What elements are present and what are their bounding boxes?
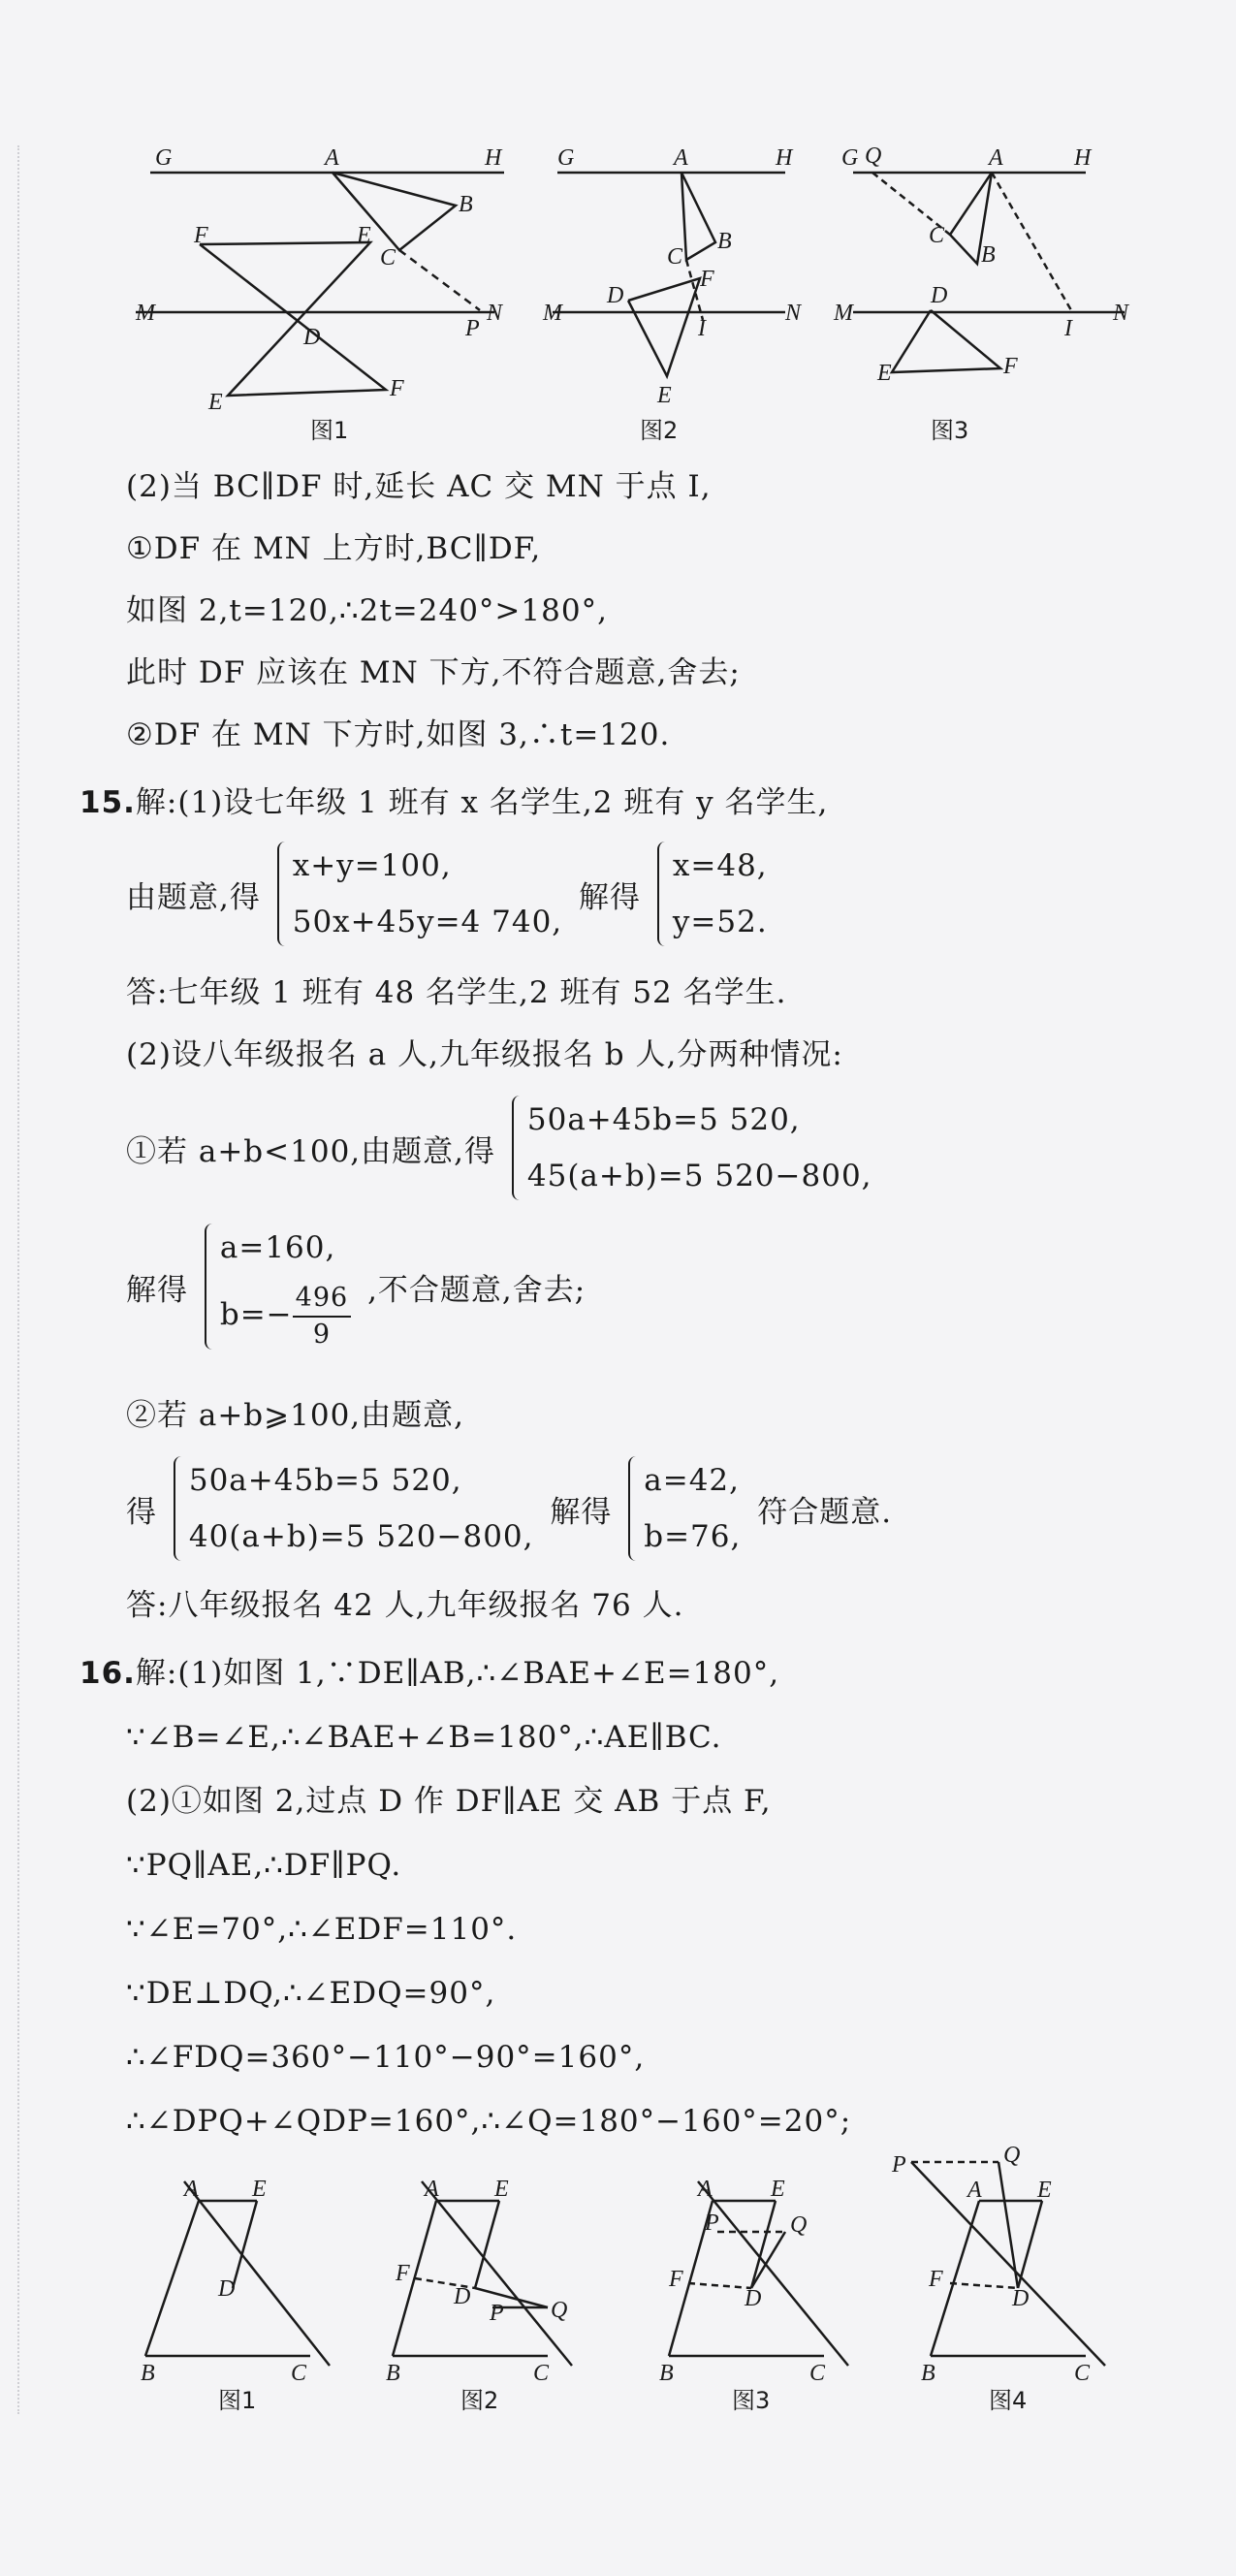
q15-case1-conclusion: ,不合题意,舍去; xyxy=(367,1272,586,1308)
svg-text:D: D xyxy=(607,283,624,308)
figure-1-diagram xyxy=(136,136,523,444)
svg-text:D: D xyxy=(218,2276,236,2302)
q15-text-1: 解:(1)设七年级 1 班有 x 名学生,2 班有 y 名学生, xyxy=(135,785,829,820)
figure-2-diagram xyxy=(543,136,834,444)
svg-text:P: P xyxy=(892,2152,906,2178)
svg-text:F: F xyxy=(700,267,714,292)
q15-sys1-eq2: 50x+45y=4 740, xyxy=(292,905,563,939)
svg-text:E: E xyxy=(771,2177,785,2202)
figure-1-bottom xyxy=(136,2162,349,2418)
svg-text:H: H xyxy=(1074,145,1092,171)
svg-text:P: P xyxy=(465,316,480,341)
svg-text:P: P xyxy=(490,2301,504,2326)
fraction-numerator: 496 xyxy=(293,1281,352,1318)
q15-sys1-sol1: x=48, xyxy=(672,848,768,883)
q15-sys1-brace xyxy=(277,838,562,950)
q15-case2-solve-label: 解得 xyxy=(550,1494,613,1530)
svg-text:C: C xyxy=(809,2361,826,2386)
figure-2-top xyxy=(543,136,834,444)
svg-text:E: E xyxy=(877,361,892,386)
svg-text:B: B xyxy=(141,2361,155,2386)
svg-text:A: A xyxy=(325,145,339,171)
svg-text:B: B xyxy=(717,229,732,254)
figure-4-bottom xyxy=(892,2143,1125,2418)
svg-text:E: E xyxy=(657,383,672,408)
q15-case-2-intro: ②若 a+b⩾100,由题意, xyxy=(126,1398,465,1433)
q16-text-1: 解:(1)如图 1,∵DE∥AB,∴∠BAE+∠E=180°, xyxy=(135,1656,780,1691)
figure-2-caption: 图2 xyxy=(640,417,679,444)
svg-text:B: B xyxy=(386,2361,400,2386)
svg-text:Q: Q xyxy=(1003,2143,1021,2168)
q15-case1-fraction xyxy=(293,1281,352,1352)
q15-part-2: (2)设八年级报名 a 人,九年级报名 b 人,分两种情况: xyxy=(126,1037,843,1072)
q15-case2-sol2: b=76, xyxy=(644,1519,742,1554)
bottom-figure-2-caption: 图2 xyxy=(460,2387,499,2414)
svg-text:G: G xyxy=(155,145,173,171)
q15-case2-conclusion: 符合题意. xyxy=(757,1494,893,1530)
figure-3-parallelogram xyxy=(650,2162,863,2414)
svg-text:C: C xyxy=(291,2361,307,2386)
svg-text:A: A xyxy=(674,145,688,171)
svg-text:Q: Q xyxy=(790,2212,808,2238)
svg-text:H: H xyxy=(485,145,502,171)
fraction-denominator: 9 xyxy=(312,1319,332,1350)
svg-text:F: F xyxy=(929,2267,943,2292)
q16-number: 16. xyxy=(79,1656,136,1691)
figure-1-caption: 图1 xyxy=(310,417,349,444)
q15-case2-solution-brace xyxy=(628,1452,741,1565)
q15-sys1-eq1: x+y=100, xyxy=(292,848,452,883)
q15-case1-sol2 xyxy=(220,1276,351,1353)
svg-text:E: E xyxy=(252,2177,267,2202)
q15-case2-sol1: a=42, xyxy=(644,1463,740,1498)
bottom-figure-3-caption: 图3 xyxy=(732,2387,771,2414)
svg-text:F: F xyxy=(1003,354,1018,379)
figure-4-parallelogram xyxy=(892,2143,1125,2414)
q15-case1-solution-brace xyxy=(205,1220,351,1353)
q16-line-8: ∴∠DPQ+∠QDP=160°,∴∠Q=180°−160°=20°; xyxy=(126,2104,852,2139)
svg-text:P: P xyxy=(705,2210,719,2236)
svg-text:I: I xyxy=(1064,316,1072,341)
svg-text:N: N xyxy=(785,301,802,326)
figure-3-diagram xyxy=(834,136,1144,444)
q16-line-7: ∴∠FDQ=360°−110°−90°=160°, xyxy=(126,2040,646,2075)
q16-line-2: ∵∠B=∠E,∴∠BAE+∠B=180°,∴AE∥BC. xyxy=(126,1720,722,1755)
svg-text:D: D xyxy=(1012,2286,1030,2311)
q16-line-3: (2)①如图 2,过点 D 作 DF∥AE 交 AB 于点 F, xyxy=(126,1784,772,1819)
q15-answer-1: 答:七年级 1 班有 48 名学生,2 班有 52 名学生. xyxy=(126,975,787,1010)
svg-text:C: C xyxy=(533,2361,550,2386)
q16-line-1 xyxy=(79,1654,1165,1693)
q15-case1-brace xyxy=(512,1092,872,1204)
svg-text:M: M xyxy=(834,301,853,326)
q16-line-6: ∵DE⊥DQ,∴∠EDQ=90°, xyxy=(126,1976,496,2011)
svg-text:N: N xyxy=(487,301,503,326)
text-line-4: 此时 DF 应该在 MN 下方,不符合题意,舍去; xyxy=(126,655,741,690)
text-line-3: 如图 2,t=120,∴2t=240°>180°, xyxy=(126,593,608,628)
svg-text:C: C xyxy=(929,223,945,248)
q15-sys1-sol2: y=52. xyxy=(672,905,768,939)
q15-case2-eq2: 40(a+b)=5 520−800, xyxy=(188,1519,534,1554)
svg-text:F: F xyxy=(194,223,208,248)
q15-line-1 xyxy=(79,783,1165,822)
svg-text:F: F xyxy=(669,2267,683,2292)
svg-text:D: D xyxy=(454,2284,471,2309)
q15-answer-2: 答:八年级报名 42 人,九年级报名 76 人. xyxy=(126,1588,684,1623)
svg-text:N: N xyxy=(1113,301,1129,326)
q15-case-2 xyxy=(126,1452,1212,1565)
svg-text:Q: Q xyxy=(865,143,882,169)
text-line-5: ②DF 在 MN 下方时,如图 3,∴t=120. xyxy=(126,717,671,752)
figure-2-parallelogram xyxy=(378,2162,591,2414)
figure-3-top xyxy=(834,136,1144,444)
svg-text:E: E xyxy=(1037,2178,1052,2203)
q15-case1-prefix: ①若 a+b<100,由题意,得 xyxy=(126,1133,496,1169)
svg-text:A: A xyxy=(184,2177,199,2202)
svg-text:A: A xyxy=(425,2177,439,2202)
q15-system-1 xyxy=(126,838,1212,950)
text-line-1: (2)当 BC∥DF 时,延长 AC 交 MN 于点 I, xyxy=(126,469,712,504)
svg-text:E: E xyxy=(494,2177,509,2202)
q15-case2-eq1: 50a+45b=5 520, xyxy=(188,1463,462,1498)
bottom-figure-4-caption: 图4 xyxy=(989,2387,1028,2414)
figure-1-top xyxy=(136,136,523,444)
svg-text:F: F xyxy=(396,2261,410,2286)
svg-text:F: F xyxy=(390,376,404,401)
q15-case1-sol1: a=160, xyxy=(219,1230,336,1265)
svg-text:M: M xyxy=(136,301,155,326)
svg-text:H: H xyxy=(776,145,793,171)
svg-text:E: E xyxy=(208,390,223,415)
text-line-2: ①DF 在 MN 上方时,BC∥DF, xyxy=(126,531,542,566)
svg-text:G: G xyxy=(841,145,859,171)
svg-text:A: A xyxy=(967,2178,982,2203)
margin-dotted-line xyxy=(17,145,19,2414)
svg-text:M: M xyxy=(543,301,562,326)
svg-text:B: B xyxy=(921,2361,935,2386)
q15-case1-eq2: 45(a+b)=5 520−800, xyxy=(526,1159,872,1193)
svg-text:E: E xyxy=(357,223,371,248)
q15-number: 15. xyxy=(79,785,136,820)
svg-text:D: D xyxy=(931,283,948,308)
q16-line-5: ∵∠E=70°,∴∠EDF=110°. xyxy=(126,1912,518,1947)
q15-sys1-solve-label: 解得 xyxy=(579,879,642,915)
q15-case2-brace xyxy=(174,1452,534,1565)
figure-1-parallelogram xyxy=(136,2162,349,2414)
svg-text:B: B xyxy=(981,242,996,268)
q15-case2-prefix: 得 xyxy=(126,1494,157,1530)
svg-text:D: D xyxy=(745,2286,762,2311)
q15-sys1-solution-brace xyxy=(657,838,768,950)
bottom-figure-1-caption: 图1 xyxy=(218,2387,257,2414)
q15-sys1-prefix: 由题意,得 xyxy=(126,879,261,915)
svg-text:B: B xyxy=(659,2361,674,2386)
svg-text:Q: Q xyxy=(551,2298,568,2323)
figure-3-caption: 图3 xyxy=(931,417,969,444)
svg-text:D: D xyxy=(303,325,321,350)
q15-case1-sol2-prefix: b=− xyxy=(219,1297,293,1332)
svg-text:G: G xyxy=(557,145,575,171)
svg-text:C: C xyxy=(1074,2361,1091,2386)
q15-case1-solve-label: 解得 xyxy=(126,1272,188,1308)
svg-text:C: C xyxy=(380,245,396,270)
svg-text:B: B xyxy=(459,192,473,217)
q16-line-4: ∵PQ∥AE,∴DF∥PQ. xyxy=(126,1848,402,1883)
svg-text:A: A xyxy=(989,145,1003,171)
figure-2-bottom xyxy=(378,2162,591,2418)
svg-text:I: I xyxy=(698,316,706,341)
q15-case-1 xyxy=(126,1092,1212,1204)
figure-3-bottom xyxy=(650,2162,863,2418)
svg-text:C: C xyxy=(667,244,683,270)
q15-case-1-solution xyxy=(126,1220,1212,1353)
svg-text:A: A xyxy=(698,2177,713,2202)
q15-case1-eq1: 50a+45b=5 520, xyxy=(526,1102,801,1137)
